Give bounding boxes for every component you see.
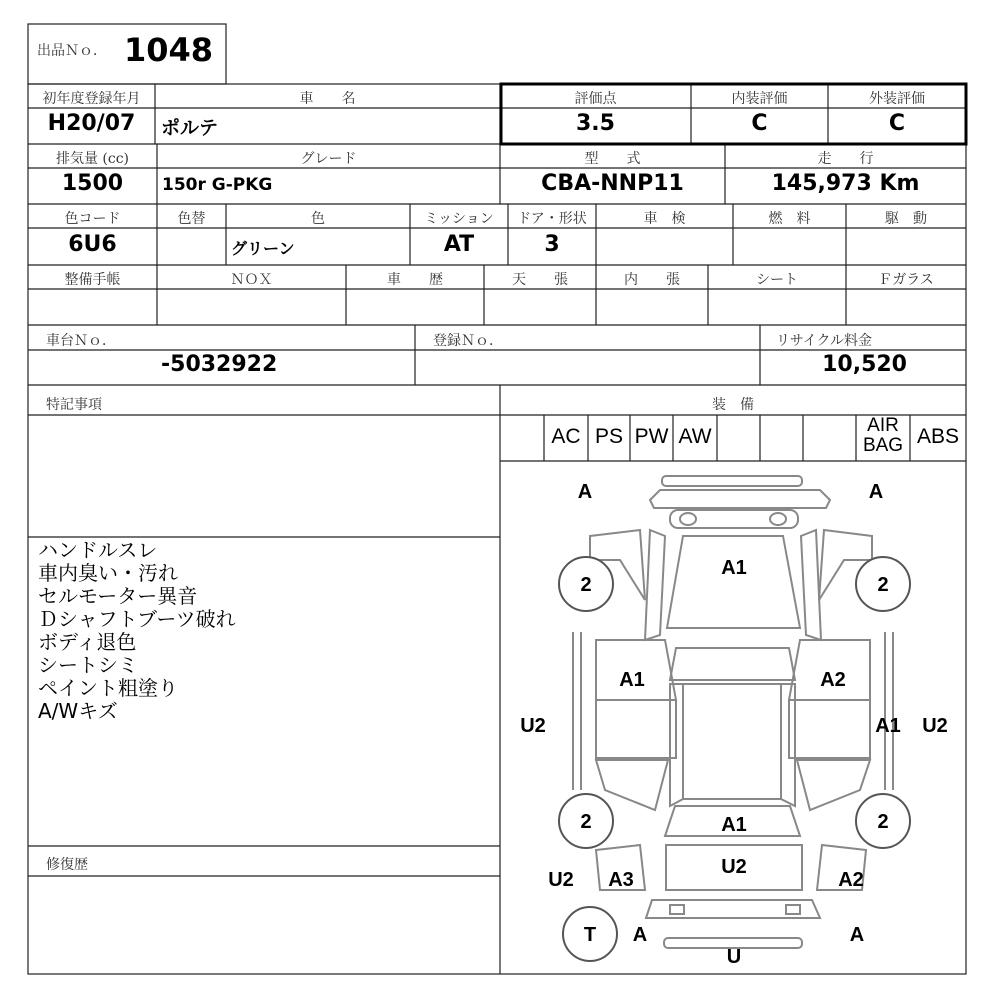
displacement-label: 排気量 (cc) — [55, 151, 130, 167]
recycle-fee-label: リサイクル料金 — [776, 333, 873, 349]
equipment-pw: PW — [634, 425, 669, 448]
seat-label: シート — [756, 272, 798, 288]
dmg-right-side-u: U2 — [922, 715, 948, 737]
car-history-label: 車 歴 — [387, 272, 443, 288]
exterior-grade-label: 外装評価 — [869, 91, 925, 107]
front-bumper-outline — [662, 476, 802, 486]
score-value: 3.5 — [576, 111, 615, 136]
interior-grade-label: 内装評価 — [731, 91, 788, 107]
notes-label: 特記事項 — [46, 397, 102, 413]
drive-label: 駆 動 — [885, 211, 927, 227]
dmg-rear-right: A2 — [838, 869, 864, 891]
maintenance-book-label: 整備手帳 — [64, 272, 121, 288]
car-name-label: 車 名 — [299, 91, 356, 107]
transmission-label: ミッション — [424, 211, 494, 227]
mileage-label: 走 行 — [817, 151, 874, 167]
chassis-label: 車台Ｎｏ． — [46, 333, 116, 349]
front-glass-label: Ｆガラス — [878, 272, 934, 288]
dmg-front-left: A — [577, 481, 593, 503]
note-line: ペイント粗塗り — [38, 676, 178, 700]
equipment-abs: ABS — [916, 425, 960, 448]
dmg-rear-left-a: A3 — [608, 869, 634, 891]
dmg-left-front-door: A1 — [619, 669, 645, 691]
dmg-tailgate: U2 — [721, 856, 747, 878]
color-code-label: 色コード — [64, 211, 121, 227]
equipment-ac: AC — [551, 425, 581, 448]
airbag-bottom-text: BAG — [862, 435, 904, 456]
note-line: セルモーター異音 — [38, 584, 198, 608]
fuel-label: 燃 料 — [768, 211, 811, 227]
dmg-bumper-right: A — [849, 924, 865, 946]
recycle-fee-value: 10,520 — [822, 352, 907, 377]
color-change-label: 色替 — [177, 211, 206, 227]
color-label: 色 — [311, 211, 325, 227]
color-code-value: 6U6 — [68, 232, 117, 257]
model-label: 型 式 — [584, 151, 641, 167]
registration-label: 登録Ｎｏ． — [433, 333, 503, 349]
dmg-tire: T — [583, 924, 597, 946]
dmg-hood: A1 — [721, 557, 747, 579]
dmg-wheel-rl: 2 — [580, 811, 592, 833]
dmg-right-side-a: A1 — [875, 715, 901, 737]
lot-label: 出品Ｎｏ． — [37, 43, 107, 59]
note-line: シートシミ — [38, 653, 138, 677]
door-shape-label: ドア・形状 — [517, 211, 587, 227]
reg-date-value: H20/07 — [47, 111, 136, 136]
dmg-rear-left-u: U2 — [548, 869, 574, 891]
dmg-front-right: A — [868, 481, 884, 503]
door-value: 3 — [544, 232, 560, 257]
note-line: A/Wキズ — [38, 699, 118, 723]
reg-date-label: 初年度登録年月 — [42, 91, 141, 107]
roof-outline — [683, 684, 781, 799]
windshield-outline — [670, 648, 795, 680]
inspection-label: 車 検 — [643, 211, 686, 227]
dmg-right-front-door: A2 — [820, 669, 846, 691]
note-line: Ｄシャフトブーツ破れ — [38, 607, 236, 631]
headliner-label: 天 張 — [512, 272, 568, 288]
note-line: ハンドルスレ — [38, 538, 158, 562]
front-grille-outline — [650, 490, 830, 508]
displacement-value: 1500 — [61, 171, 124, 196]
exterior-grade-value: C — [888, 111, 906, 136]
dmg-wheel-rr: 2 — [877, 811, 889, 833]
repair-history-label: 修復歴 — [46, 857, 88, 873]
nox-label: ＮＯＸ — [230, 272, 273, 288]
airbag-top-text: AIR — [867, 415, 899, 436]
dmg-bumper-left: A — [632, 924, 648, 946]
equipment-aw: AW — [678, 425, 712, 448]
dmg-left-side: U2 — [520, 715, 546, 737]
hood-outline — [667, 536, 800, 628]
chassis-value: -5032922 — [161, 352, 278, 377]
equipment-label: 装 備 — [712, 397, 754, 413]
dmg-bumper-bottom: U — [726, 946, 742, 968]
transmission-value: AT — [443, 232, 475, 257]
dmg-roof-rear: A1 — [721, 814, 747, 836]
grade-label: グレード — [300, 151, 357, 167]
dmg-wheel-fr: 2 — [877, 574, 889, 596]
lot-number: 1048 — [124, 31, 214, 69]
grade-value: 150r G-PKG — [162, 175, 273, 195]
interior-trim-label: 内 張 — [624, 272, 680, 288]
dmg-wheel-fl: 2 — [580, 574, 592, 596]
note-line: 車内臭い・汚れ — [38, 561, 178, 585]
equipment-ps: PS — [594, 425, 623, 448]
color-value: グリーン — [231, 239, 295, 258]
note-line: ボディ退色 — [38, 630, 137, 654]
rear-bumper-outline — [646, 900, 820, 918]
model-value: CBA-NNP11 — [541, 171, 684, 196]
interior-grade-value: C — [751, 111, 768, 136]
score-label: 評価点 — [574, 91, 617, 107]
mileage-value: 145,973 Km — [771, 171, 920, 196]
car-name-value: ポルテ — [161, 117, 219, 139]
